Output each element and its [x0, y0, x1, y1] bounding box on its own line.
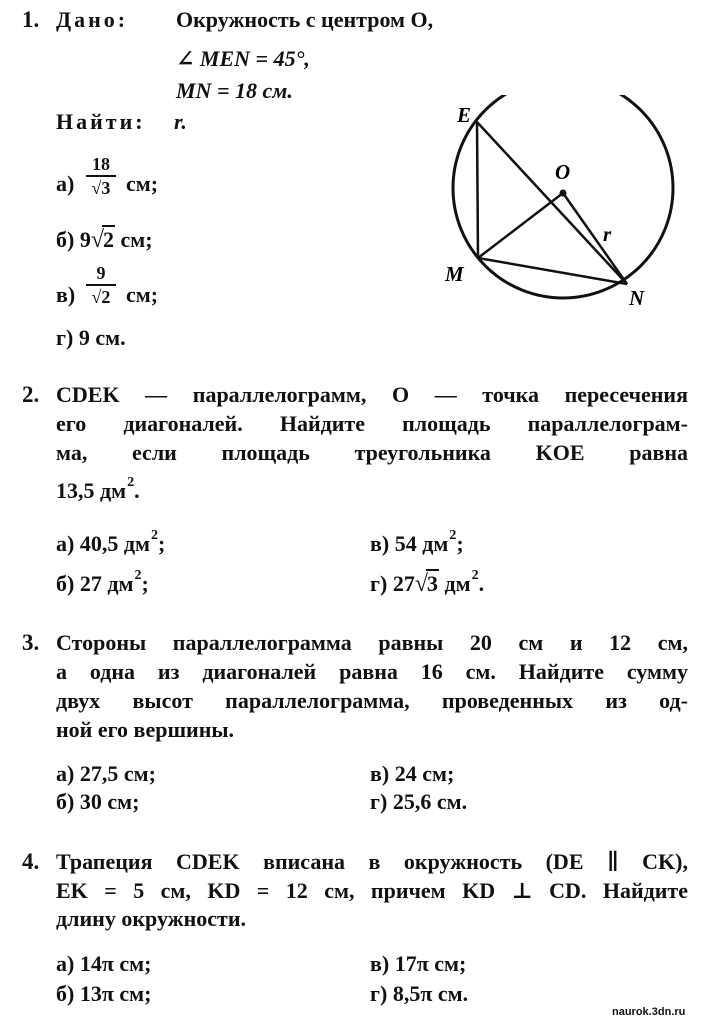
- label-m: M: [445, 262, 464, 286]
- problem-1-given-line1: Окружность с центром O,: [176, 7, 434, 32]
- problem-2-line2: его диагоналей. Найдите площадь параллелограм-: [56, 411, 688, 436]
- fraction-bar: [86, 284, 116, 286]
- fraction-denominator: √2: [91, 287, 111, 307]
- problem-4-option-v: в) 17π см;: [370, 951, 467, 976]
- option-text: г) 27: [370, 571, 415, 596]
- option-end: ;: [141, 571, 149, 596]
- option-coefficient: 9: [79, 227, 91, 252]
- problem-1-given-line3: MN = 18 см.: [176, 78, 293, 103]
- segment-en: [477, 122, 627, 284]
- problem-4-number: 4.: [22, 849, 40, 874]
- superscript: 2: [449, 528, 457, 543]
- problem-3-option-g: г) 25,6 см.: [370, 789, 468, 814]
- superscript: 2: [471, 568, 479, 583]
- problem-3-option-a: а) 27,5 см;: [56, 761, 156, 786]
- fraction-numerator: 9: [96, 263, 106, 283]
- problem-2-line1: CDEK — параллелограмм, O — точка пересечения: [56, 382, 688, 407]
- problem-4-option-a: а) 14π см;: [56, 951, 152, 976]
- radicand: 3: [427, 571, 438, 596]
- footer-watermark: naurok.3dn.ru: [612, 1006, 686, 1018]
- problem-1-option-b: [56, 226, 153, 254]
- option-end: ;: [157, 531, 166, 556]
- problem-2-line4: [56, 477, 140, 509]
- problem-3-line2: а одна из диагоналей равна 16 см. Найдите сумму: [56, 659, 688, 684]
- fraction-numerator: 18: [92, 154, 110, 174]
- superscript: 2: [127, 475, 135, 490]
- label-n: N: [629, 286, 645, 310]
- segment-em: [477, 122, 478, 258]
- radicand: 2: [103, 227, 114, 252]
- label-e: E: [457, 103, 472, 127]
- square-root: √3: [414, 571, 438, 597]
- segment-on-radius: [563, 193, 627, 284]
- circle-figure: [440, 95, 709, 325]
- problem-1-find-label: Найти:: [56, 109, 146, 134]
- problem-4-line2: EK = 5 см, KD = 12 см, причем KD ⊥ CD. Найдите: [56, 878, 688, 903]
- problem-2-option-b: [56, 570, 149, 602]
- problem-1-option-v-unit: см;: [126, 282, 159, 307]
- problem-2-option-g: [370, 570, 484, 602]
- problem-4-option-g: г) 8,5π см.: [370, 981, 469, 1006]
- problem-3-line1: Стороны параллелограмма равны 20 см и 12 см,: [56, 630, 688, 655]
- square-root: √2: [90, 227, 114, 253]
- superscript: 2: [134, 568, 142, 583]
- option-unit: см;: [120, 227, 153, 252]
- problem-2-number: 2.: [22, 382, 40, 407]
- option-label: б): [56, 227, 75, 252]
- problem-1-find-value: r.: [174, 109, 187, 134]
- problem-3-line3: двух высот параллелограмма, проведенных из од-: [56, 688, 688, 713]
- problem-2-line4-end: .: [134, 478, 140, 503]
- problem-3-option-v: в) 24 см;: [370, 761, 455, 786]
- problem-1-option-a-fraction: [86, 154, 116, 198]
- problem-3-number: 3.: [22, 630, 40, 655]
- problem-1-option-v-label: в): [56, 282, 76, 307]
- label-r: r: [603, 222, 612, 246]
- segment-mo: [478, 193, 563, 258]
- problem-1-option-g: г) 9 см.: [56, 325, 126, 350]
- problem-2-option-v: [370, 530, 464, 562]
- option-end: .: [478, 571, 485, 596]
- problem-3-option-b: б) 30 см;: [56, 789, 140, 814]
- problem-4-option-b: б) 13π см;: [56, 981, 152, 1006]
- option-unit: дм: [444, 571, 471, 596]
- problem-2-option-a: [56, 530, 165, 562]
- center-point: [560, 190, 567, 197]
- superscript: 2: [150, 528, 158, 543]
- fraction-bar: [86, 175, 116, 177]
- problem-1-given-line2: ∠ MEN = 45°,: [176, 46, 310, 71]
- problem-3-line4: ной его вершины.: [56, 717, 235, 742]
- label-o: O: [555, 160, 571, 184]
- problem-1-option-v-fraction: [86, 263, 116, 307]
- problem-1-number: 1.: [22, 7, 40, 32]
- problem-1-option-a-label: а): [56, 171, 75, 196]
- problem-1-option-a-unit: см;: [126, 171, 159, 196]
- problem-2-line3: ма, если площадь треугольника KOE равна: [56, 440, 688, 465]
- option-text: в) 54 дм: [370, 531, 449, 556]
- option-text: б) 27 дм: [56, 571, 134, 596]
- problem-2-line4-text: 13,5 дм: [56, 478, 127, 503]
- option-text: а) 40,5 дм: [56, 531, 150, 556]
- fraction-denominator: √3: [91, 178, 111, 198]
- problem-4-line1: Трапеция CDEK вписана в окружность (DE ∥ CK),: [56, 849, 688, 874]
- problem-4-line3: длину окружности.: [56, 906, 247, 931]
- problem-1-given-label: Дано:: [56, 7, 129, 32]
- option-end: ;: [456, 531, 464, 556]
